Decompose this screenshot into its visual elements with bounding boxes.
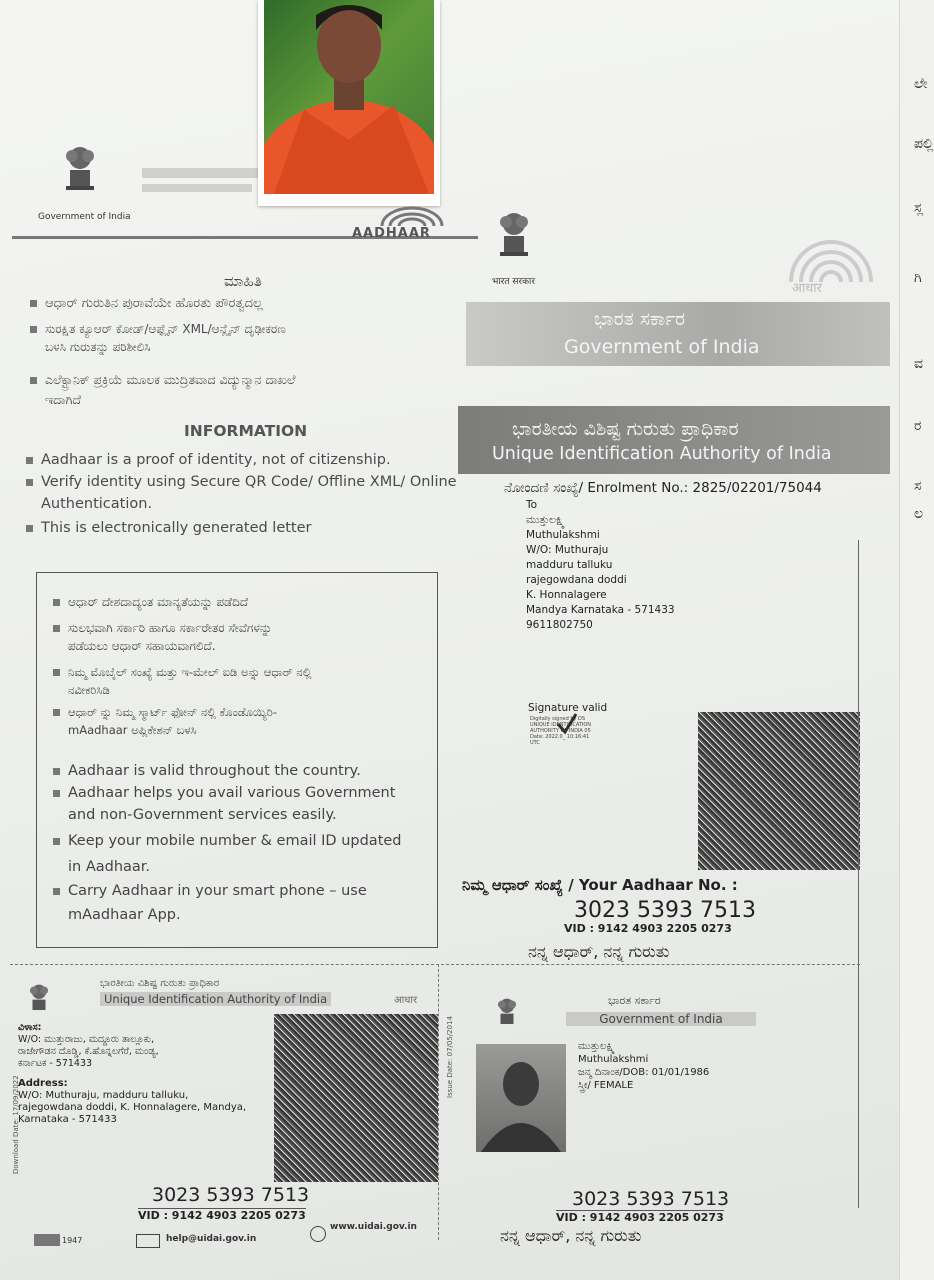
- bullet-icon: [30, 377, 37, 384]
- aadhaar-tagline: ನನ್ನ ಆಧಾರ್, ನನ್ನ ಗುರುತು: [528, 942, 670, 961]
- bullet-icon: [53, 669, 60, 676]
- card-gender: ಸ್ತ್ರೀ/ FEMALE: [578, 1080, 634, 1091]
- aadhaar-hindi-logo: आधार: [792, 281, 822, 296]
- card-name-kannada: ಮುತ್ತುಲಕ್ಷ್ಮಿ: [578, 1041, 615, 1052]
- benefit-english: Aadhaar is valid throughout the country.: [53, 763, 361, 779]
- back-aadhaar-hindi: आधार: [394, 995, 418, 1006]
- mail-icon: [136, 1234, 160, 1248]
- faded-header-band: [142, 168, 262, 178]
- back-uidai-kannada: ಭಾರತೀಯ ವಿಶಿಷ್ಟ ಗುರುತು ಪ್ರಾಧಿಕಾರ: [100, 978, 220, 989]
- benefit-kannada: ನಿಮ್ಮ ಮೊಬೈಲ್ ಸಂಖ್ಯೆ ಮತ್ತು ಇ-ಮೇಲ್ ಐಡಿ ಅನ್ನು ಆಧಾರ್ ನಲ್ಲಿ: [53, 665, 311, 680]
- address-name-kannada: ಮುತ್ತುಲಕ್ಷ್ಮಿ: [526, 514, 565, 526]
- adjacent-page-edge: [899, 0, 934, 1280]
- address-line: Karnataka - 571433: [18, 1114, 117, 1125]
- uidai-kannada: ಭಾರತೀಯ ವಿಶಿಷ್ಟ ಗುರುತು ಪ್ರಾಧಿಕಾರ: [512, 418, 739, 440]
- signature-detail: UNIQUE IDENTIFICATION: [530, 722, 592, 728]
- address-phone: 9611802750: [526, 619, 593, 631]
- card-photo: [476, 1044, 566, 1152]
- info-english-line: Verify identity using Secure QR Code/ Offline XML/ Online: [26, 474, 457, 490]
- globe-icon: [310, 1226, 326, 1242]
- signature-detail: Date: 2022.0_ 10:16:41: [530, 734, 590, 740]
- vid-number: VID : 9142 4903 2205 0273: [564, 922, 732, 935]
- info-kannada-line: ಸುರಕ್ಷಿತ ಕ್ಯೂಆರ್ ಕೋಡ್/ಆಫ್ಲೈನ್ XML/ಆನ್ಲೈನ್ ದೃಢೀಕರಣ: [30, 322, 286, 337]
- address-label: Address:: [18, 1078, 68, 1089]
- bullet-icon: [53, 838, 60, 845]
- back-address-english: [18, 1078, 276, 1126]
- info-kannada-title: ಮಾಹಿತಿ: [224, 272, 262, 290]
- info-english-line: This is electronically generated letter: [26, 520, 312, 536]
- faded-header-band: [142, 184, 252, 192]
- ashoka-emblem-icon: [494, 994, 520, 1028]
- address-to: To: [526, 499, 538, 511]
- card-dob: ಜನ್ಮ ದಿನಾಂಕ/DOB: 01/01/1986: [578, 1067, 710, 1078]
- phone-icon: [34, 1234, 60, 1246]
- card-name: Muthulakshmi: [578, 1054, 649, 1065]
- info-kannada-line: ಇದಾಗಿದೆ: [45, 392, 82, 407]
- bullet-icon: [53, 790, 60, 797]
- info-kannada-line: ಎಲೆಕ್ಟ್ರಾನಿಕ್ ಪ್ರಕ್ರಿಯೆ ಮೂಲಕ ಮುದ್ರಿತವಾದ ವಿದ್ಯುನ್ಮಾನ ದಾಖಲೆ: [30, 372, 296, 388]
- front-vid-number: VID : 9142 4903 2205 0273: [556, 1211, 724, 1224]
- address-line: W/O: Muthuraju, madduru talluku,: [18, 1090, 189, 1101]
- benefit-kannada: ಪಡೆಯಲು ಆಧಾರ್ ಸಹಾಯವಾಗಲಿದೆ.: [68, 639, 216, 653]
- front-gov-english: Government of India: [566, 1012, 756, 1026]
- emblem-caption: भारत सरकार: [492, 277, 536, 287]
- check-mark-icon: [556, 712, 578, 736]
- address-line: madduru talluku: [526, 559, 613, 571]
- address-kannada-line: ಕರ್ನಾಟಕ - 571433: [18, 1058, 93, 1069]
- front-aadhaar-tagline: ನನ್ನ ಆಧಾರ್, ನನ್ನ ಗುರುತು: [500, 1226, 642, 1245]
- benefit-kannada: mAadhaar ಅಪ್ಲಿಕೇಶನ್ ಬಳಸಿ: [68, 723, 197, 737]
- secure-qr-code: [698, 712, 860, 870]
- edge-char: ಗಿ: [914, 270, 922, 286]
- uidai-band: [458, 406, 890, 474]
- bullet-icon: [26, 525, 33, 532]
- info-english-line: Authentication.: [41, 496, 153, 512]
- back-qr-code: [274, 1014, 438, 1182]
- ashoka-emblem-icon: [26, 980, 52, 1014]
- address-line: rajegowdana doddi: [526, 574, 627, 586]
- info-english-line: Aadhaar is a proof of identity, not of citizenship.: [26, 452, 391, 468]
- benefit-kannada: ಆಧಾರ್ ನ್ನು ನಿಮ್ಮ ಸ್ಮಾರ್ಟ್ ಫೋನ್ ನಲ್ಲಿ ಕೊಂಡೊಯ್ಯಿರಿ-: [53, 705, 277, 720]
- edge-char: ರ: [914, 418, 922, 434]
- cut-line: [10, 964, 860, 965]
- cut-line-vertical: [438, 964, 440, 1240]
- gov-kannada: ಭಾರತ ಸರ್ಕಾರ: [594, 308, 686, 330]
- gov-india-label: Government of India: [38, 212, 131, 222]
- card-holder-details: [578, 1040, 709, 1092]
- edge-char: ಲೇ: [914, 76, 928, 92]
- edge-char: ಪಲ್ಲಿ: [914, 136, 934, 152]
- address-relation: W/O: Muthuraju: [526, 544, 609, 556]
- benefit-kannada: ಆಧಾರ್ ದೇಶದಾದ್ಯಂತ ಮಾನ್ಯತೆಯನ್ನು ಪಡೆದಿದೆ: [53, 595, 248, 610]
- benefit-kannada: ಸುಲಭವಾಗಿ ಸರ್ಕಾರಿ ಹಾಗೂ ಸರ್ಕಾರೇತರ ಸೇವೆಗಳನ್ನು: [53, 621, 272, 636]
- edge-char: ಸ್ಲ: [914, 200, 924, 216]
- bullet-icon: [53, 625, 60, 632]
- ashoka-emblem-icon: [60, 140, 100, 192]
- aadhaar-number-label: ನಿಮ್ಮ ಆಧಾರ್ ಸಂಖ್ಯೆ / Your Aadhaar No. :: [462, 876, 738, 894]
- address-kannada-line: W/O: ಮುತ್ತುರಾಜು, ಮದ್ದೂರು ತಾಲ್ಲೂಕು,: [18, 1034, 155, 1045]
- benefit-english: mAadhaar App.: [68, 907, 181, 923]
- benefit-english: Aadhaar helps you avail various Government: [53, 785, 395, 801]
- back-vid-number: VID : 9142 4903 2205 0273: [138, 1209, 306, 1222]
- info-english-title: INFORMATION: [184, 422, 308, 440]
- front-aadhaar-number: 3023 5393 7513: [572, 1188, 730, 1210]
- portrait-figure-icon: [264, 0, 434, 194]
- address-name: Muthulakshmi: [526, 529, 600, 541]
- info-kannada-line: ಆಧಾರ್ ಗುರುತಿನ ಪುರಾವೆಯೇ ಹೊರತು ಪೌರತ್ವದಲ್ಲ: [30, 296, 263, 311]
- bullet-icon: [53, 768, 60, 775]
- benefit-english: Carry Aadhaar in your smart phone – use: [53, 883, 367, 899]
- benefit-english: and non-Government services easily.: [68, 807, 337, 823]
- aadhaar-benefits-box: [36, 572, 438, 948]
- edge-char: ಸ: [914, 478, 922, 494]
- benefit-kannada: ನವೀಕರಿಸಿಡಿ: [68, 683, 110, 697]
- edge-char: ಲ: [914, 506, 924, 522]
- help-email: help@uidai.gov.in: [166, 1234, 257, 1244]
- bullet-icon: [53, 599, 60, 606]
- uidai-english: Unique Identification Authority of India: [492, 444, 832, 464]
- address-line: rajegowdana doddi, K. Honnalagere, Mandya,: [18, 1102, 247, 1113]
- ashoka-emblem-icon: [494, 206, 534, 258]
- signature-detail: Digitally signed by DS: [530, 716, 586, 722]
- bullet-icon: [53, 709, 60, 716]
- bullet-icon: [30, 326, 37, 333]
- aadhaar-number: 3023 5393 7513: [574, 898, 756, 923]
- bullet-icon: [26, 479, 33, 486]
- website-url: www.uidai.gov.in: [330, 1222, 417, 1232]
- address-line: K. Honnalagere: [526, 589, 607, 601]
- aadhaar-fingerprint-icon: [372, 204, 452, 228]
- back-uidai-english: Unique Identification Authority of India: [100, 992, 331, 1006]
- back-aadhaar-number: 3023 5393 7513: [152, 1184, 310, 1206]
- bullet-icon: [26, 457, 33, 464]
- back-address-kannada: [18, 1022, 268, 1070]
- info-kannada-line: ಬಳಸಿ ಗುರುತನ್ನು ಪರಿಶೀಲಿಸಿ: [45, 340, 151, 354]
- address-kannada-label: ವಿಳಾಸ:: [18, 1022, 42, 1033]
- front-gov-kannada: ಭಾರತ ಸರ್ಕಾರ: [608, 994, 661, 1007]
- signature-detail: UTC: [530, 740, 540, 746]
- signature-label: Signature valid: [528, 702, 608, 714]
- person-silhouette-icon: [476, 1044, 566, 1152]
- cut-line-vertical: [858, 540, 860, 1208]
- helpline-number: 1947: [62, 1236, 83, 1245]
- bullet-icon: [53, 888, 60, 895]
- gov-band: [466, 302, 890, 366]
- address-kannada-line: ರಾಜೇಗೌಡನ ದೊಡ್ಡಿ, ಕೆ.ಹೊನ್ನಲಗೆರೆ, ಮಂಡ್ಯ,: [18, 1046, 159, 1057]
- aadhaar-fingerprint-icon: [786, 234, 876, 284]
- gov-english: Government of India: [564, 336, 760, 358]
- bullet-icon: [30, 300, 37, 307]
- applicant-photo: [258, 0, 440, 206]
- issue-date: Issue Date: 07/05/2014: [446, 1016, 454, 1098]
- enrolment-number: ನೋಂದಣಿ ಸಂಖ್ಯೆ/ Enrolment No.: 2825/02201/75044: [504, 480, 822, 496]
- aadhaar-logo-text: AADHAAR: [352, 226, 431, 241]
- benefit-english: Keep your mobile number & email ID updated: [53, 833, 402, 849]
- benefit-english: in Aadhaar.: [68, 859, 151, 875]
- download-date: Download Date: 17/09/2022: [12, 1075, 20, 1174]
- recipient-address: [526, 498, 675, 633]
- signature-detail: AUTHORITY OF INDIA 05: [530, 728, 591, 734]
- address-line: Mandya Karnataka - 571433: [526, 604, 675, 616]
- edge-char: ವ: [914, 356, 923, 372]
